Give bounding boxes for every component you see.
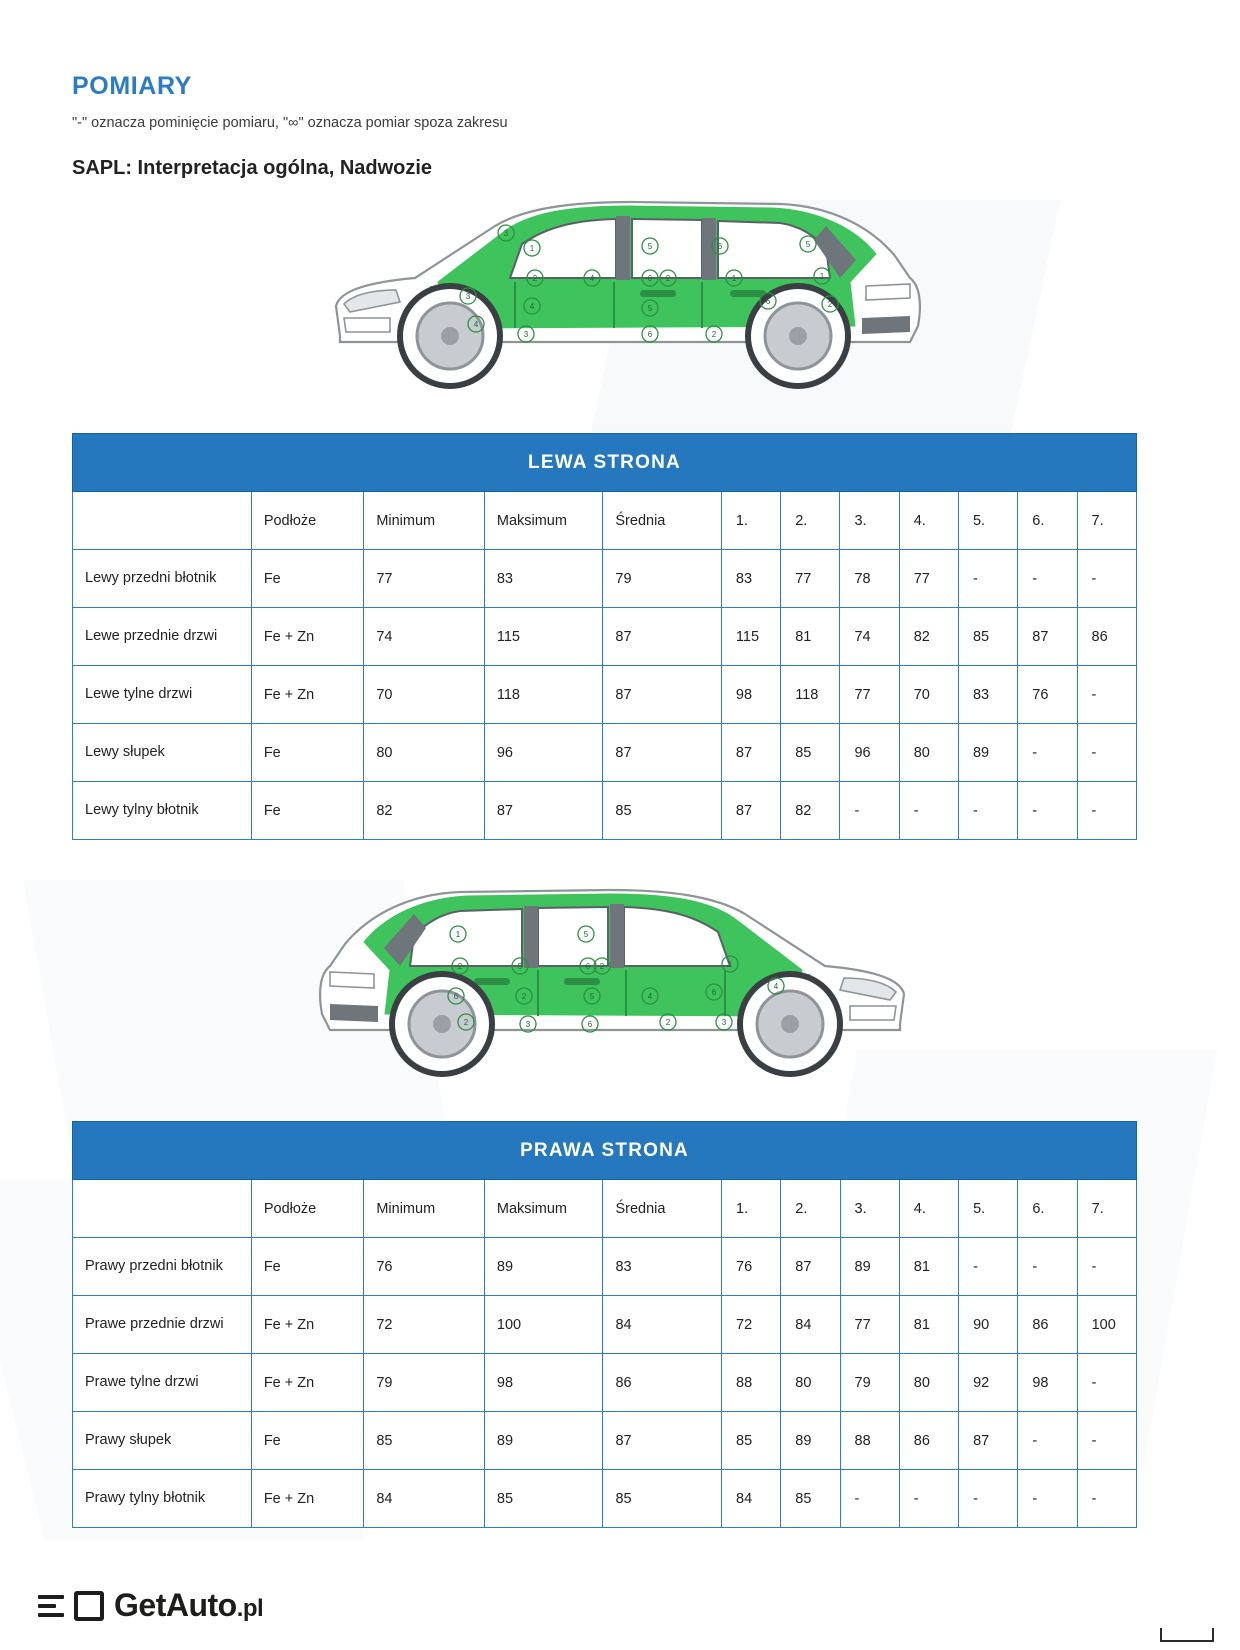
cell-2: 118 <box>781 666 840 724</box>
svg-text:3: 3 <box>523 330 529 339</box>
logo-box-icon <box>74 1591 104 1621</box>
cell-1: 84 <box>722 1470 781 1528</box>
row-label: Prawe przednie drzwi <box>73 1296 252 1354</box>
table-banner-left <box>73 434 1137 492</box>
cell-maksimum: 85 <box>484 1470 603 1528</box>
cell-podloze: Fe <box>251 724 364 782</box>
cell-4: 77 <box>899 550 958 608</box>
svg-text:3: 3 <box>525 1020 531 1029</box>
cell-5: 92 <box>959 1354 1018 1412</box>
car-left-side-figure <box>72 186 1168 421</box>
table-row <box>73 724 1137 782</box>
car-right-side-illustration <box>310 874 930 1089</box>
logo-text: GetAuto.pl <box>114 1587 264 1623</box>
cell-minimum: 74 <box>364 608 485 666</box>
svg-text:5: 5 <box>589 992 595 1001</box>
cell-minimum: 79 <box>364 1354 485 1412</box>
cell-podloze: Fe + Zn <box>251 1470 364 1528</box>
cell-6: 87 <box>1018 608 1077 666</box>
col-header-blank <box>73 1180 252 1238</box>
svg-text:3: 3 <box>721 1018 727 1027</box>
cell-7: - <box>1077 1354 1136 1412</box>
cell-1: 87 <box>721 782 780 840</box>
cell-5: - <box>958 782 1017 840</box>
row-label: Prawy słupek <box>73 1412 252 1470</box>
svg-text:2: 2 <box>521 992 527 1001</box>
table-row <box>73 608 1137 666</box>
col-header-7: 7. <box>1077 492 1136 550</box>
right-side-measurements-table <box>72 1121 1137 1528</box>
svg-text:2: 2 <box>665 274 671 283</box>
col-header-1: 1. <box>721 492 780 550</box>
svg-text:2: 2 <box>665 1018 671 1027</box>
col-header-3: 3. <box>840 1180 899 1238</box>
cell-2: 82 <box>781 782 840 840</box>
cell-3: - <box>840 782 899 840</box>
cell-2: 85 <box>781 1470 840 1528</box>
cell-3: 77 <box>840 666 899 724</box>
col-header-4: 4. <box>899 492 958 550</box>
cell-3: - <box>840 1470 899 1528</box>
row-label: Lewy przedni błotnik <box>73 550 252 608</box>
svg-text:5: 5 <box>805 240 811 249</box>
cell-2: 85 <box>781 724 840 782</box>
cell-minimum: 76 <box>364 1238 485 1296</box>
cell-podloze: Fe <box>251 1238 364 1296</box>
cell-6: - <box>1018 550 1077 608</box>
table-row <box>73 1470 1137 1528</box>
cell-5: 83 <box>958 666 1017 724</box>
col-header-1: 1. <box>722 1180 781 1238</box>
svg-text:4: 4 <box>589 274 595 283</box>
col-header-6: 6. <box>1018 1180 1077 1238</box>
cell-2: 80 <box>781 1354 840 1412</box>
cell-maksimum: 87 <box>484 782 603 840</box>
cell-7: - <box>1077 666 1136 724</box>
col-header-srednia: Średnia <box>603 492 722 550</box>
table-header-row <box>73 492 1137 550</box>
svg-text:5: 5 <box>647 304 653 313</box>
cell-1: 115 <box>721 608 780 666</box>
row-label: Prawy przedni błotnik <box>73 1238 252 1296</box>
cell-6: 98 <box>1018 1354 1077 1412</box>
svg-text:2: 2 <box>457 962 463 971</box>
row-label: Lewy tylny błotnik <box>73 782 252 840</box>
cell-srednia: 87 <box>603 608 722 666</box>
col-header-3: 3. <box>840 492 899 550</box>
cell-3: 96 <box>840 724 899 782</box>
cell-srednia: 84 <box>603 1296 722 1354</box>
cell-4: 86 <box>899 1412 958 1470</box>
cell-7: - <box>1077 550 1136 608</box>
left-side-measurements-table <box>72 433 1137 840</box>
cell-3: 89 <box>840 1238 899 1296</box>
cell-srednia: 85 <box>603 782 722 840</box>
cell-6: 76 <box>1018 666 1077 724</box>
cell-1: 85 <box>722 1412 781 1470</box>
cell-minimum: 82 <box>364 782 485 840</box>
svg-text:4: 4 <box>529 302 535 311</box>
cell-6: - <box>1018 1470 1077 1528</box>
svg-text:6: 6 <box>587 1020 593 1029</box>
svg-text:1: 1 <box>455 930 461 939</box>
cell-1: 83 <box>721 550 780 608</box>
table-banner-right <box>73 1122 1137 1180</box>
cell-srednia: 87 <box>603 666 722 724</box>
cell-srednia: 87 <box>603 724 722 782</box>
cell-5: 87 <box>959 1412 1018 1470</box>
table-header-row <box>73 1180 1137 1238</box>
cell-7: 100 <box>1077 1296 1136 1354</box>
col-header-podloze: Podłoże <box>251 1180 364 1238</box>
cell-2: 84 <box>781 1296 840 1354</box>
table-row <box>73 1412 1137 1470</box>
cell-5: 85 <box>958 608 1017 666</box>
cell-maksimum: 96 <box>484 724 603 782</box>
svg-text:1: 1 <box>529 244 535 253</box>
cell-maksimum: 118 <box>484 666 603 724</box>
table-banner-label: PRAWA STRONA <box>73 1122 1137 1180</box>
svg-text:4: 4 <box>773 982 779 991</box>
cell-4: 80 <box>899 1354 958 1412</box>
table-banner-label: LEWA STRONA <box>73 434 1137 492</box>
cell-6: - <box>1018 782 1077 840</box>
cell-5: - <box>959 1470 1018 1528</box>
page-footer <box>0 1540 1240 1650</box>
cell-minimum: 80 <box>364 724 485 782</box>
table-row <box>73 782 1137 840</box>
row-label: Lewy słupek <box>73 724 252 782</box>
svg-text:2: 2 <box>463 1018 469 1027</box>
svg-text:1: 1 <box>731 274 737 283</box>
cell-minimum: 84 <box>364 1470 485 1528</box>
svg-text:5: 5 <box>583 930 589 939</box>
col-header-7: 7. <box>1077 1180 1136 1238</box>
cell-srednia: 85 <box>603 1470 722 1528</box>
cell-maksimum: 89 <box>484 1238 603 1296</box>
col-header-5: 5. <box>958 492 1017 550</box>
page-corner-mark <box>1160 1628 1214 1642</box>
cell-5: 89 <box>958 724 1017 782</box>
cell-minimum: 72 <box>364 1296 485 1354</box>
cell-2: 81 <box>781 608 840 666</box>
col-header-minimum: Minimum <box>364 492 485 550</box>
cell-podloze: Fe <box>251 1412 364 1470</box>
cell-2: 89 <box>781 1412 840 1470</box>
cell-maksimum: 115 <box>484 608 603 666</box>
col-header-5: 5. <box>959 1180 1018 1238</box>
cell-5: - <box>958 550 1017 608</box>
col-header-2: 2. <box>781 1180 840 1238</box>
cell-1: 88 <box>722 1354 781 1412</box>
menu-bars-icon <box>38 1595 64 1617</box>
cell-podloze: Fe + Zn <box>251 608 364 666</box>
svg-text:2: 2 <box>532 274 538 283</box>
cell-1: 72 <box>722 1296 781 1354</box>
cell-6: 86 <box>1018 1296 1077 1354</box>
cell-maksimum: 89 <box>484 1412 603 1470</box>
cell-3: 79 <box>840 1354 899 1412</box>
cell-3: 88 <box>840 1412 899 1470</box>
svg-text:4: 4 <box>647 992 653 1001</box>
svg-text:3: 3 <box>503 229 509 238</box>
cell-podloze: Fe <box>251 550 364 608</box>
car-left-side-illustration <box>310 186 930 401</box>
cell-4: 80 <box>899 724 958 782</box>
col-header-2: 2. <box>781 492 840 550</box>
svg-text:6: 6 <box>765 297 771 306</box>
cell-6: - <box>1018 724 1077 782</box>
table-row <box>73 666 1137 724</box>
svg-text:2: 2 <box>599 962 605 971</box>
table-row <box>73 550 1137 608</box>
cell-7: - <box>1077 1412 1136 1470</box>
cell-podloze: Fe + Zn <box>251 1354 364 1412</box>
cell-4: 81 <box>899 1238 958 1296</box>
svg-text:6: 6 <box>647 330 653 339</box>
cell-7: - <box>1077 1238 1136 1296</box>
cell-7: - <box>1077 782 1136 840</box>
logo-suffix: .pl <box>236 1595 264 1622</box>
cell-srednia: 83 <box>603 1238 722 1296</box>
col-header-maksimum: Maksimum <box>484 492 603 550</box>
svg-text:2: 2 <box>827 300 833 309</box>
row-label: Lewe przednie drzwi <box>73 608 252 666</box>
table-row <box>73 1238 1137 1296</box>
svg-text:5: 5 <box>517 962 523 971</box>
col-header-4: 4. <box>899 1180 958 1238</box>
page-title: POMIARY <box>72 72 192 100</box>
col-header-podloze: Podłoże <box>251 492 364 550</box>
cell-4: 70 <box>899 666 958 724</box>
cell-1: 76 <box>722 1238 781 1296</box>
cell-6: - <box>1018 1412 1077 1470</box>
svg-text:6: 6 <box>453 992 459 1001</box>
svg-text:6: 6 <box>585 962 591 971</box>
svg-text:3: 3 <box>465 292 471 301</box>
col-header-maksimum: Maksimum <box>484 1180 603 1238</box>
col-header-blank <box>73 492 252 550</box>
cell-podloze: Fe + Zn <box>251 666 364 724</box>
svg-text:2: 2 <box>711 330 717 339</box>
cell-srednia: 86 <box>603 1354 722 1412</box>
section-subtitle: SAPL: Interpretacja ogólna, Nadwozie <box>72 157 433 179</box>
cell-3: 74 <box>840 608 899 666</box>
cell-5: 90 <box>959 1296 1018 1354</box>
getauto-logo <box>38 1587 263 1624</box>
cell-srednia: 79 <box>603 550 722 608</box>
car-right-side-figure <box>72 874 1168 1109</box>
cell-maksimum: 98 <box>484 1354 603 1412</box>
row-label: Prawe tylne drzwi <box>73 1354 252 1412</box>
cell-3: 77 <box>840 1296 899 1354</box>
cell-1: 87 <box>721 724 780 782</box>
table-row <box>73 1296 1137 1354</box>
cell-maksimum: 83 <box>484 550 603 608</box>
cell-2: 77 <box>781 550 840 608</box>
cell-minimum: 70 <box>364 666 485 724</box>
row-label: Lewe tylne drzwi <box>73 666 252 724</box>
cell-7: - <box>1077 724 1136 782</box>
row-label: Prawy tylny błotnik <box>73 1470 252 1528</box>
svg-text:4: 4 <box>473 320 479 329</box>
col-header-minimum: Minimum <box>364 1180 485 1238</box>
legend-text: "-" oznacza pominięcie pomiaru, "∞" oznacza pomiar spoza zakresu <box>72 115 508 131</box>
cell-maksimum: 100 <box>484 1296 603 1354</box>
cell-7: - <box>1077 1470 1136 1528</box>
svg-text:6: 6 <box>711 988 717 997</box>
svg-text:6: 6 <box>647 274 653 283</box>
col-header-6: 6. <box>1018 492 1077 550</box>
cell-5: - <box>959 1238 1018 1296</box>
cell-4: - <box>899 1470 958 1528</box>
cell-7: 86 <box>1077 608 1136 666</box>
cell-4: 81 <box>899 1296 958 1354</box>
cell-2: 87 <box>781 1238 840 1296</box>
svg-text:5: 5 <box>647 242 653 251</box>
cell-6: - <box>1018 1238 1077 1296</box>
cell-3: 78 <box>840 550 899 608</box>
cell-1: 98 <box>721 666 780 724</box>
col-header-srednia: Średnia <box>603 1180 722 1238</box>
cell-4: 82 <box>899 608 958 666</box>
svg-text:1: 1 <box>727 960 733 969</box>
table-row <box>73 1354 1137 1412</box>
svg-text:1: 1 <box>819 272 825 281</box>
svg-text:6: 6 <box>717 242 723 251</box>
cell-srednia: 87 <box>603 1412 722 1470</box>
cell-podloze: Fe <box>251 782 364 840</box>
cell-minimum: 77 <box>364 550 485 608</box>
cell-4: - <box>899 782 958 840</box>
cell-minimum: 85 <box>364 1412 485 1470</box>
cell-podloze: Fe + Zn <box>251 1296 364 1354</box>
